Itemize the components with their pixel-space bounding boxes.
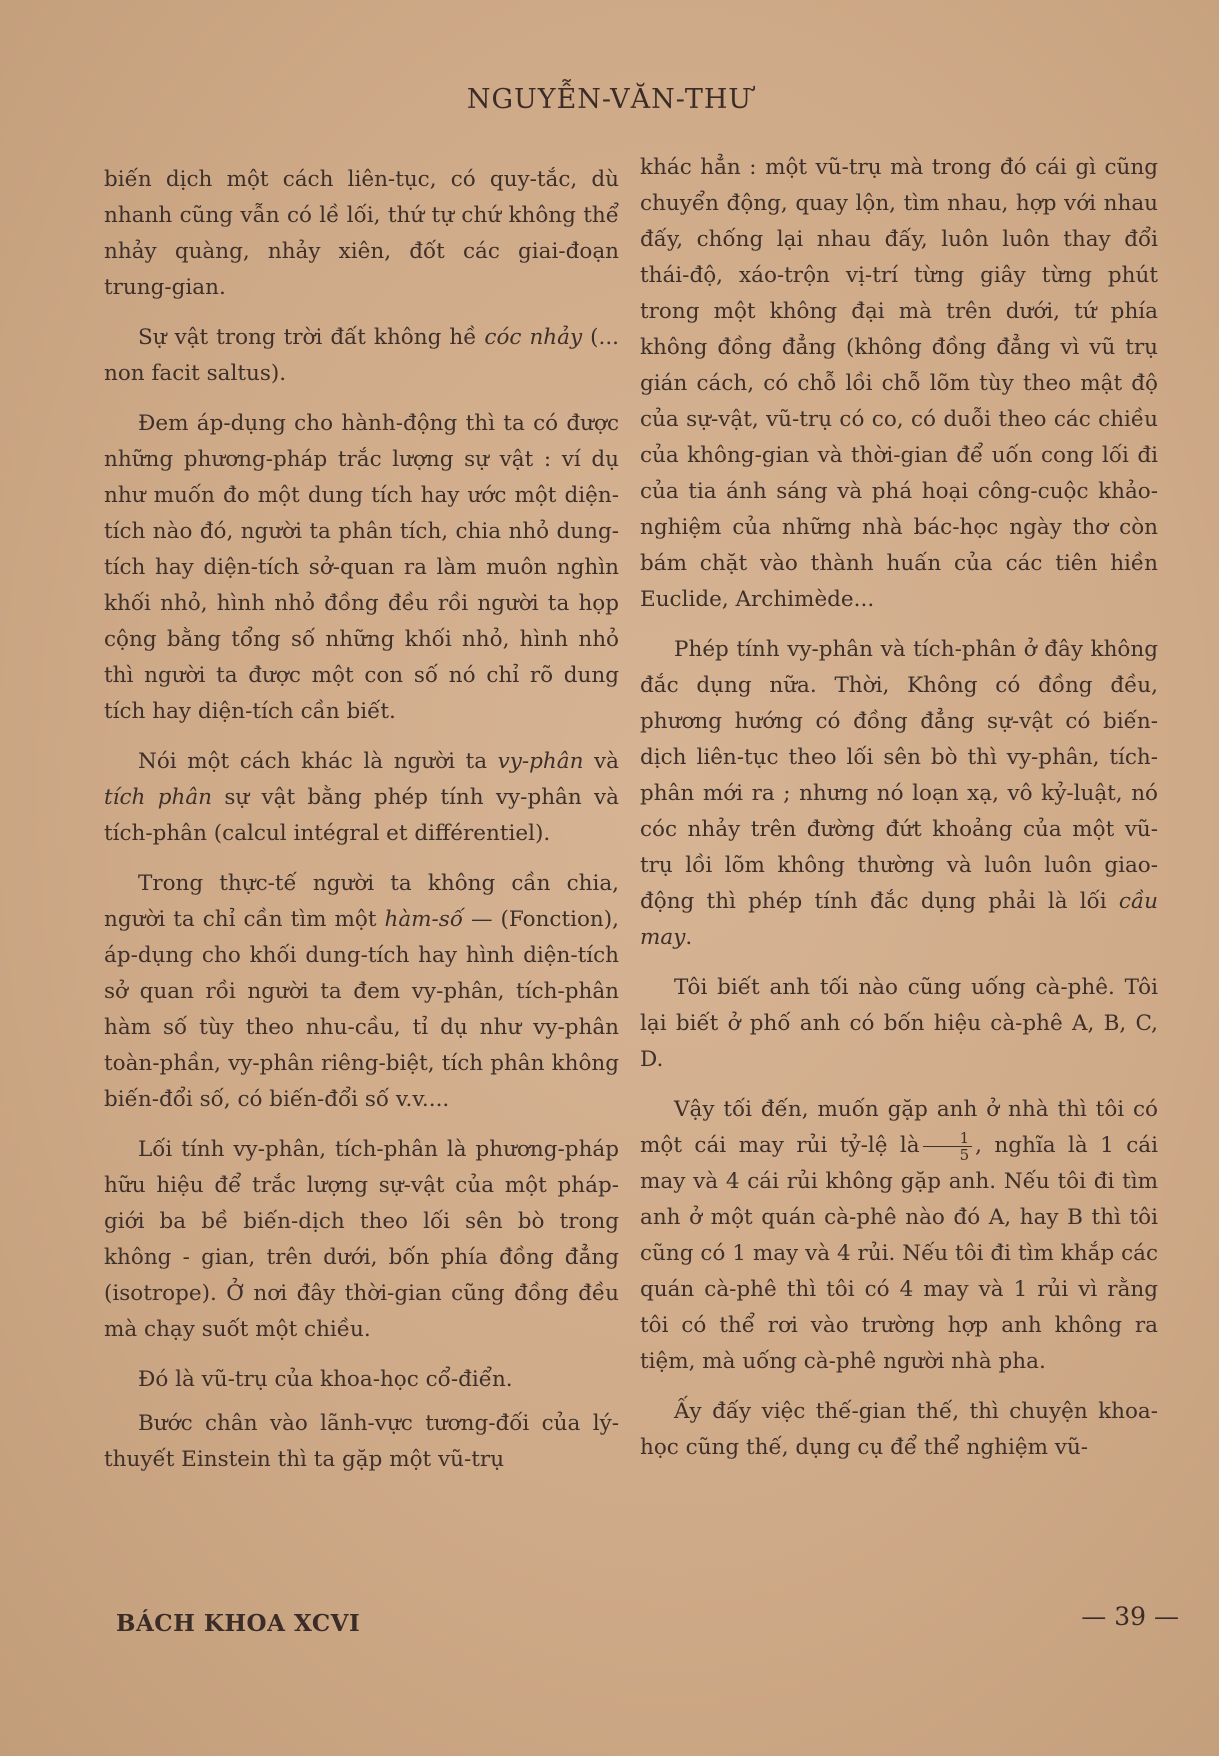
- italic-term: cóc nhảy: [484, 325, 583, 350]
- paragraph: Đem áp-dụng cho hành-động thì ta có được những phương-pháp trắc lượng sự vật : ví dụ như muốn đo một dung tích hay ước một diện-tích nào đó, người ta phân tích, chia nhỏ dung-tích hay diện-tích sở-quan ra làm muôn nghìn khối nhỏ, hình nhỏ đồng đều rồi người ta họp cộng bằng tổng số những khối nhỏ, hình nhỏ thì người ta được một con số nó chỉ rõ dung tích hay diện-tích cần biết.: [104, 411, 619, 724]
- paragraph: khác hẳn : một vũ-trụ mà trong đó cái gì cũng chuyển động, quay lộn, tìm nhau, hợp với nhau đấy, chống lại nhau đấy, luôn luôn thay đổi thái-độ, xáo-trộn vị-trí từng giây từng phút trong một không đại mà trên dưới, tứ phía không đồng đẳng (không đồng đẳng vì vũ trụ gián cách, có chỗ lồi chỗ lõm tùy theo mật độ của sự-vật, vũ-trụ có co, có duỗi theo các chiều của không-gian và thời-gian để uốn cong lối đi của tia ánh sáng và phá hoại công-cuộc khảo-nghiệm của những nhà bác-học ngày thơ còn bám chặt vào thành huấn của các tiên hiền Euclide, Archimède...: [640, 155, 1158, 612]
- paragraph: Đó là vũ-trụ của khoa-học cổ-điển.: [138, 1367, 513, 1392]
- fraction: [923, 1130, 973, 1163]
- italic-term: hàm-số: [384, 907, 463, 932]
- footer-journal: BÁCH KHOA XCVI: [116, 1610, 361, 1637]
- text-run: .: [685, 925, 693, 950]
- text-run: , nghĩa là 1 cái may và 4 cái rủi không gặp anh. Nếu tôi đi tìm anh ở một quán cà-phê nào đó A, hay B thì tôi cũng có 1 may và 4 rủi. Nếu tôi đi tìm khắp các quán cà-phê thì tôi có 4 may và 1 rủi vì rằng tôi có thể rơi vào trường hợp anh không ra tiệm, mà uống cà-phê người nhà pha.: [640, 1133, 1159, 1374]
- paragraph: [104, 744, 619, 852]
- paragraph: biến dịch một cách liên-tục, có quy-tắc, dù nhanh cũng vẫn có lề lối, thứ tự chứ không thể nhảy quàng, nhảy xiên, đốt các giai-đoạn trung-gian.: [104, 167, 619, 300]
- text-run: Vậy tối đến, muốn gặp anh ở nhà thì tôi có một cái may rủi tỷ-lệ là: [640, 1097, 1158, 1158]
- paragraph: [640, 1092, 1158, 1380]
- paragraph: [104, 320, 619, 392]
- left-column: [104, 162, 619, 1492]
- text-run: (... non facit saltus).: [104, 325, 619, 386]
- fraction-denominator: 5: [959, 1145, 970, 1164]
- paragraph: Bước chân vào lãnh-vực tương-đối của lý-thuyết Einstein thì ta gặp một vũ-trụ: [104, 1411, 619, 1472]
- page-header-author: NGUYỄN-VĂN-THƯ: [466, 84, 753, 115]
- fraction-numerator: 1: [923, 1130, 973, 1147]
- right-column: [640, 150, 1158, 1480]
- page-number: — 39 —: [1081, 1602, 1179, 1631]
- text-run: Nói một cách khác là người ta: [138, 749, 498, 774]
- paragraph: Tôi biết anh tối nào cũng uống cà-phê. Tôi lại biết ở phố anh có bốn hiệu cà-phê A, B, C, D.: [640, 975, 1158, 1072]
- text-run: Phép tính vy-phân và tích-phân ở đây không đắc dụng nữa. Thời, Không có đồng đều, phương hướng có đồng đẳng sự-vật có biến-dịch liên-tục theo lối sên bò thì vy-phân, tích-phân mới ra ; nhưng nó loạn xạ, vô kỷ-luật, nó cóc nhảy trên đường đứt khoảng của một vũ-trụ lồi lõm không thường và luôn luôn giao-động thì phép tính đắc dụng phải là lối: [640, 637, 1158, 914]
- paragraph: Lối tính vy-phân, tích-phân là phương-pháp hữu hiệu để trắc lượng sự-vật của một pháp-giới ba bề biến-dịch theo lối sên bò trong không - gian, trên dưới, bốn phía đồng đẳng (isotrope). Ở nơi đây thời-gian cũng đồng đều mà chạy suốt một chiều.: [104, 1137, 619, 1342]
- paragraph: [640, 632, 1158, 956]
- text-run: Sự vật trong trời đất không hề: [138, 325, 485, 350]
- text-run: sự vật bằng phép tính vy-phân và tích-phân (calcul intégral et différentiel).: [104, 785, 619, 846]
- italic-term: vy-phân: [497, 749, 584, 774]
- paragraph: Ấy đấy việc thế-gian thế, thì chuyện khoa-học cũng thế, dụng cụ để thể nghiệm vũ-: [640, 1399, 1158, 1460]
- italic-term: cầu may: [640, 889, 1158, 950]
- text-run: — (Fonction), áp-dụng cho khối dung-tích hay hình diện-tích sở quan rồi người ta đem vy-phân, tích-phân hàm số tùy theo nhu-cầu, tỉ dụ như vy-phân toàn-phần, vy-phân riêng-biệt, tích phân không biến-đổi số, có biến-đổi số v.v....: [104, 907, 619, 1112]
- italic-term: tích phân: [104, 785, 212, 810]
- text-run: và: [583, 749, 619, 774]
- paragraph: [104, 866, 619, 1118]
- text-run: Trong thực-tế người ta không cần chia, người ta chỉ cần tìm một: [104, 871, 619, 932]
